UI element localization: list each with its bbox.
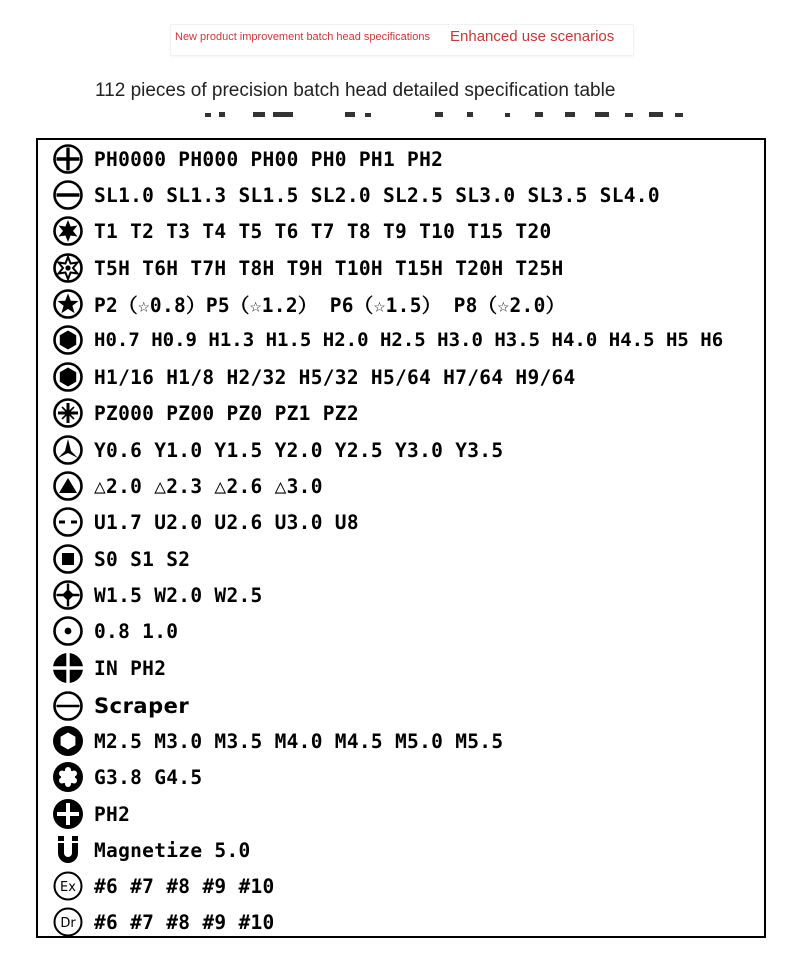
spec-row-text: Scraper [94,694,190,718]
spec-row-magnetize [52,832,251,868]
spec-row-text: T1 T2 T3 T4 T5 T6 T7 T8 T9 T10 T15 T20 [94,219,552,243]
spec-row-torx [52,213,552,249]
spec-row-text: SL1.0 SL1.3 SL1.5 SL2.0 SL2.5 SL3.0 SL3.5 SL4.0 [94,183,660,207]
spec-row-text: Magnetize 5.0 [94,838,251,862]
spec-row-plus-solid [52,796,130,832]
spec-row-text: W1.5 W2.0 W2.5 [94,583,263,607]
plus-solid-icon [52,798,84,830]
spec-row-text: PH2 [94,802,131,826]
spec-row-triangle [52,468,323,504]
phillips-icon [52,143,84,175]
magnet-icon [52,834,84,866]
spec-row-text: IN PH2 [94,656,167,680]
spec-row-text: G3.8 G4.5 [94,765,203,789]
spec-row-torx-security [52,250,564,286]
spec-row-slotted [52,177,660,213]
spec-row-scraper [52,688,189,724]
spec-row-phillips [52,141,443,177]
hex-icon [52,324,84,356]
spec-row-ex [52,868,275,904]
spec-row-text: U1.7 U2.0 U2.6 U3.0 U8 [94,510,359,534]
spec-row-g-scallop [52,759,202,795]
triangle-icon [52,470,84,502]
spec-row-text: PZ000 PZ00 PZ0 PZ1 PZ2 [94,401,359,425]
tab-use-scenarios[interactable]: Enhanced use scenarios [450,28,615,45]
spec-row-text: H1/16 H1/8 H2/32 H5/32 H5/64 H7/64 H9/64 [94,365,576,389]
spec-row-text: 0.8 1.0 [94,619,179,643]
slotted-icon [52,179,84,211]
ph-solid-icon [52,652,84,684]
page-title: 112 pieces of precision batch head detailed specification table [95,80,616,101]
spec-row-text: #6 #7 #8 #9 #10 [94,874,275,898]
scraper-icon [52,690,84,722]
spec-row-dot [52,613,178,649]
pentalobe-icon [52,288,84,320]
spec-row-square [52,541,190,577]
tab-product-specifications[interactable]: New product improvement batch head specifications [175,31,430,43]
ex-icon-label: Ex [60,880,76,895]
dot-icon [52,615,84,647]
cross-point-icon [52,579,84,611]
cropped-text-residue [205,110,705,118]
tri-wing-icon [52,434,84,466]
spec-row-pentalobe [52,286,565,322]
spec-row-text: #6 #7 #8 #9 #10 [94,910,275,934]
torx-icon [52,215,84,247]
pozidriv-icon [52,397,84,429]
m-hex-icon [52,725,84,757]
u-shape-icon [52,506,84,538]
spec-row-dr [52,904,275,940]
spec-row-text: P2（☆0.8）P5（☆1.2） P6（☆1.5） P8（☆2.0） [94,294,566,317]
spec-row-text: S0 S1 S2 [94,547,191,571]
spec-row-ph-solid [52,650,166,686]
spec-row-hex-inch [52,359,576,395]
spec-row-text: H0.7 H0.9 H1.3 H1.5 H2.0 H2.5 H3.0 H3.5 H4.0 H4.5 H5 H6 [94,329,724,351]
spec-row-text: Y0.6 Y1.0 Y1.5 Y2.0 Y2.5 Y3.0 Y3.5 [94,438,504,462]
spec-row-tri-wing [52,432,503,468]
spec-row-hex [52,322,723,358]
spec-row-m-hex [52,723,503,759]
spec-row-pozidriv [52,395,359,431]
spec-row-u-shape [52,504,359,540]
spec-row-cross-point [52,577,263,613]
torx-security-icon [52,252,84,284]
ex-icon [52,870,84,902]
dr-icon [52,906,84,938]
spec-row-text: △2.0 △2.3 △2.6 △3.0 [94,474,323,498]
spec-row-text: PH0000 PH000 PH00 PH0 PH1 PH2 [94,147,444,171]
g-scallop-icon [52,761,84,793]
dr-icon-label: Dr [60,916,76,931]
square-icon [52,543,84,575]
spec-row-text: T5H T6H T7H T8H T9H T10H T15H T20H T25H [94,256,564,280]
hex-inch-icon [52,361,84,393]
spec-row-text: M2.5 M3.0 M3.5 M4.0 M4.5 M5.0 M5.5 [94,729,504,753]
